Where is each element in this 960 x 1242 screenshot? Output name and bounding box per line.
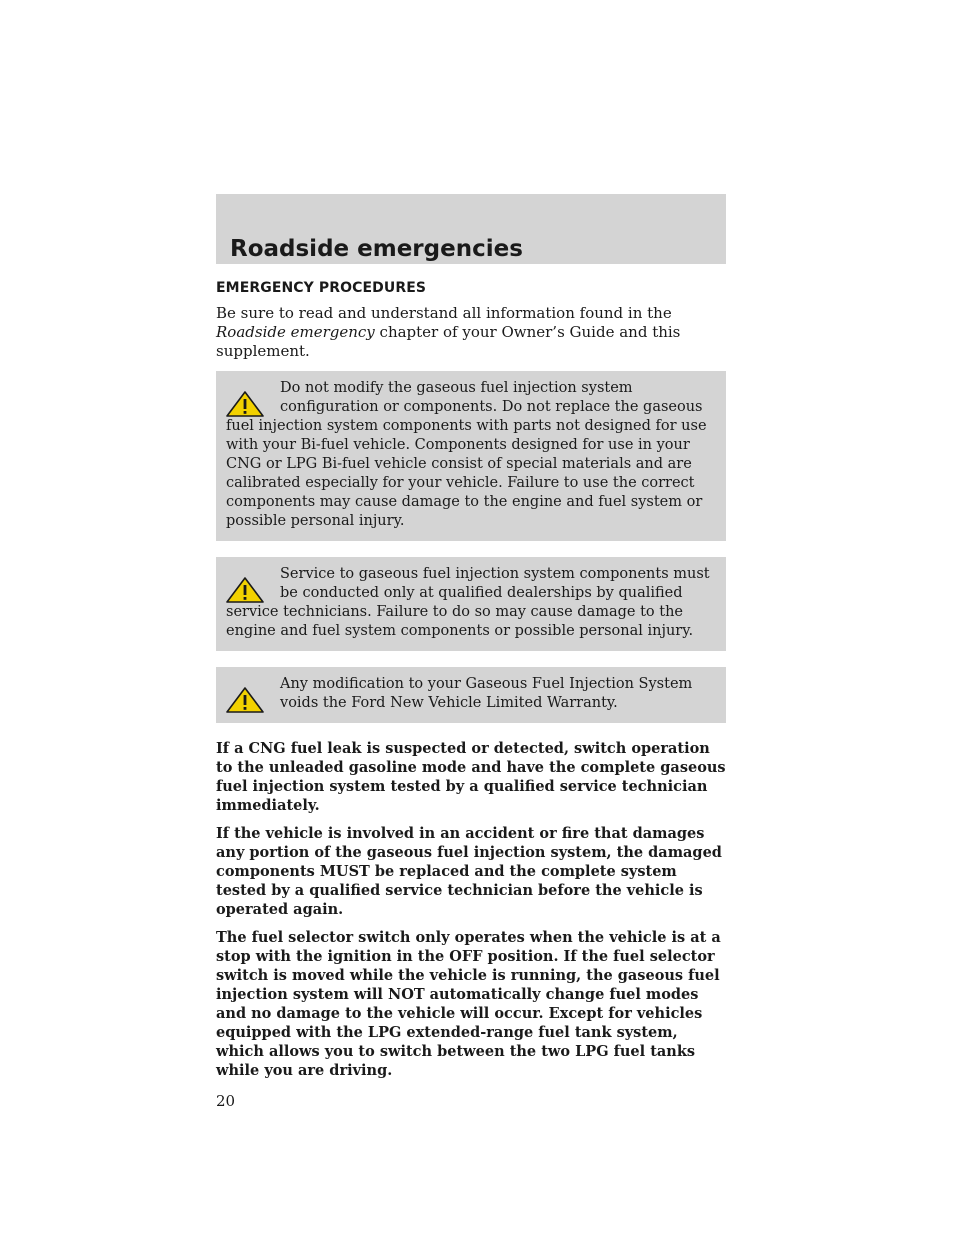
warning-box-3 xyxy=(216,667,726,723)
section-header-bar xyxy=(216,194,726,264)
section-title: Roadside emergencies xyxy=(230,236,523,262)
intro-paragraph xyxy=(216,304,726,361)
accident-paragraph: If the vehicle is involved in an accident or fire that damages any portion of the gaseous fuel injection system, the damaged components MUST be replaced and the complete system tested by a qualified service technician before the vehicle is operated again. xyxy=(216,825,722,918)
warning-triangle-icon xyxy=(226,391,266,417)
fuel-selector-paragraph: The fuel selector switch only operates when the vehicle is at a stop with the ignition in the OFF position. If the fuel selector switch is moved while the vehicle is running, the gaseous fuel injection system will NOT automatically change fuel modes and no damage to the vehicle will occur. Except for vehicles equipped with the LPG extended-range fuel tank system, which allows you to switch between the two LPG fuel tanks while you are driving. xyxy=(216,929,721,1079)
section-heading: EMERGENCY PROCEDURES xyxy=(216,280,427,296)
page-number: 20 xyxy=(216,1092,236,1110)
warning-triangle-icon xyxy=(226,577,266,603)
warning-text: Do not modify the gaseous fuel injection system configuration or components. Do not replace the gaseous fuel injection system components with parts not designed for use with your Bi-fuel vehicle. Components designed for use in your CNG or LPG Bi-fuel vehicle consist of special materials and are calibrated especially for your vehicle. Failure to use the correct components may cause damage to the engine and fuel system or possible personal injury. xyxy=(226,380,707,529)
cng-leak-paragraph: If a CNG fuel leak is suspected or detected, switch operation to the unleaded gasoline mode and have the complete gaseous fuel injection system tested by a qualified service technician immediately. xyxy=(216,740,726,814)
warning-triangle-icon xyxy=(226,687,266,713)
intro-text-end: chapter of your Owner’s Guide and this supplement. xyxy=(216,323,681,360)
warning-box-2 xyxy=(216,557,726,651)
warning-box-1 xyxy=(216,371,726,541)
warning-text: Service to gaseous fuel injection system components must be conducted only at qualified dealerships by qualified service technicians. Failure to do so may cause damage to the engine and fuel system components or possible personal injury. xyxy=(226,566,710,639)
intro-chapter-reference: Roadside emergency xyxy=(216,323,375,341)
warning-text: Any modification to your Gaseous Fuel Injection System voids the Ford New Vehicle Limited Warranty. xyxy=(280,676,693,711)
page-content xyxy=(216,280,726,1089)
intro-text-start: Be sure to read and understand all information found in the xyxy=(216,304,672,322)
